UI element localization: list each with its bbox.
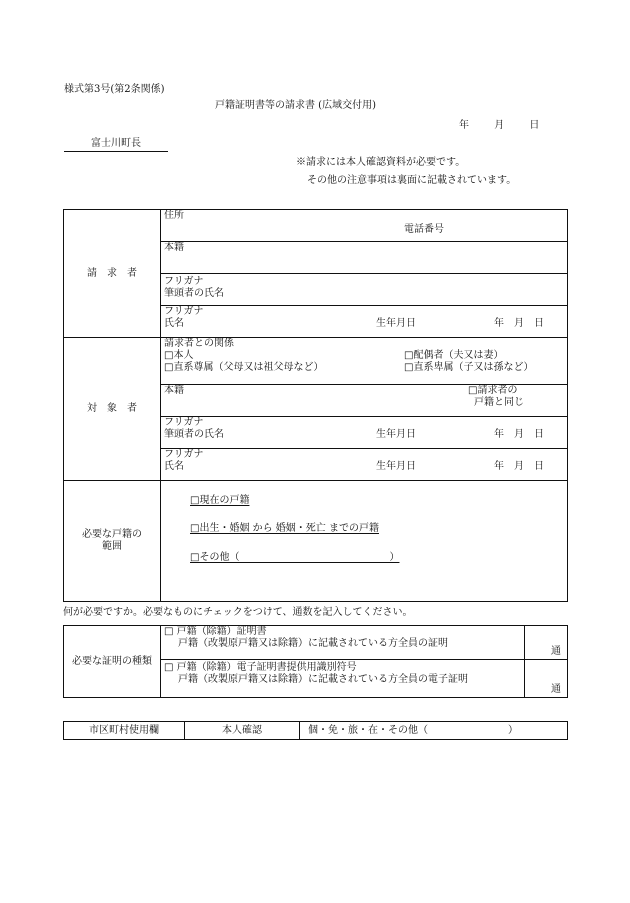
target-head-name-label: 筆頭者の氏名	[164, 429, 224, 440]
requester-honseki-label: 本籍	[164, 242, 184, 253]
requester-birth-ymd: 年 月 日	[494, 318, 544, 329]
requester-birthdate-label: 生年月日	[376, 318, 416, 329]
target-head-birth-ymd: 年 月 日	[494, 429, 544, 440]
relation-descendant-checkbox[interactable]: □直系卑属（子又は孫など）	[404, 362, 534, 373]
form-code: 様式第3号(第2条関係)	[64, 84, 165, 95]
relation-spouse-checkbox[interactable]: □配偶者（夫又は妻）	[404, 350, 504, 361]
target-honseki-cell[interactable]	[161, 385, 568, 417]
certificate-item-2-title: □ 戸籍（除籍）電子証明書提供用識別符号	[164, 662, 357, 673]
requester-heading: 請 求 者	[64, 210, 161, 338]
instruction-text: 何が必要ですか。必要なものにチェックをつけて、通数を記入してください。	[63, 607, 413, 618]
target-head-furigana-label: フリガナ	[164, 417, 204, 428]
office-use-table	[63, 721, 568, 740]
target-same-line1: □請求者の	[468, 385, 518, 396]
certificate-item-2[interactable]	[161, 660, 525, 698]
note-required-id: ※請求には本人確認資料が必要です。	[296, 157, 466, 168]
requester-head-furigana-label: フリガナ	[164, 276, 204, 287]
target-head-name-cell[interactable]	[161, 417, 568, 449]
date-year: 年	[459, 120, 469, 131]
scope-heading-line1: 必要な戸籍の	[82, 529, 142, 540]
scope-heading-line2: 範囲	[102, 541, 122, 552]
certificate-item-1[interactable]	[161, 626, 525, 660]
request-date	[459, 120, 561, 132]
requester-head-name-cell[interactable]	[161, 274, 568, 306]
identity-check-label: 本人確認	[185, 722, 300, 740]
office-use-label: 市区町村使用欄	[64, 722, 185, 740]
scope-options-cell	[161, 481, 568, 602]
addressee: 富士川町長	[64, 138, 168, 152]
certificate-item-2-count[interactable]: 通	[525, 660, 568, 698]
relation-self-checkbox[interactable]: □本人	[164, 350, 194, 361]
certificate-item-1-desc: 戸籍（改製原戸籍又は除籍）に記載されている方全員の証明	[178, 638, 448, 649]
requester-address-cell[interactable]	[161, 210, 568, 242]
requester-name-cell[interactable]	[161, 306, 568, 338]
target-furigana-label: フリガナ	[164, 449, 204, 460]
target-same-honseki-checkbox[interactable]	[468, 385, 524, 409]
requester-name-label: 氏名	[164, 318, 184, 329]
target-name-label: 氏名	[164, 461, 184, 472]
requester-head-name-label: 筆頭者の氏名	[164, 288, 224, 299]
requester-address-label: 住所	[164, 210, 184, 221]
target-relation-cell	[161, 338, 568, 385]
certificate-item-1-count[interactable]: 通	[525, 626, 568, 660]
relation-ascendant-checkbox[interactable]: □直系尊属（父母又は祖父母など）	[164, 362, 324, 373]
target-birthdate-label: 生年月日	[376, 461, 416, 472]
requester-honseki-cell[interactable]	[161, 242, 568, 274]
requester-phone-label: 電話番号	[404, 224, 444, 235]
target-same-line2: 戸籍と同じ	[474, 397, 524, 408]
scope-heading	[64, 481, 161, 602]
date-day: 日	[529, 120, 540, 131]
target-honseki-label: 本籍	[164, 385, 184, 396]
target-head-birthdate-label: 生年月日	[376, 429, 416, 440]
date-month: 月	[494, 120, 505, 131]
certificate-item-1-title: □ 戸籍（除籍）証明書	[164, 626, 267, 637]
identity-document-options[interactable]: 個・免・旅・在・その他（ ）	[300, 722, 568, 740]
scope-range-checkbox[interactable]: □出生・婚姻 から 婚姻・死亡 までの戸籍	[190, 523, 379, 534]
target-heading: 対 象 者	[64, 338, 161, 481]
certificate-heading: 必要な証明の種類	[64, 626, 161, 698]
scope-other-checkbox[interactable]: □その他（ ）	[190, 552, 400, 563]
certificate-table	[63, 625, 568, 698]
request-form-table	[63, 209, 568, 602]
target-relation-label: 請求者との関係	[164, 338, 234, 349]
certificate-item-2-desc: 戸籍（改製原戸籍又は除籍）に記載されている方全員の電子証明	[178, 674, 468, 685]
target-birth-ymd: 年 月 日	[494, 461, 544, 472]
requester-furigana-label: フリガナ	[164, 306, 204, 317]
scope-current-checkbox[interactable]: □現在の戸籍	[190, 495, 250, 506]
target-name-cell[interactable]	[161, 449, 568, 481]
form-title: 戸籍証明書等の請求書 (広域交付用)	[215, 100, 376, 111]
note-other: その他の注意事項は裏面に記載されています。	[307, 175, 517, 186]
